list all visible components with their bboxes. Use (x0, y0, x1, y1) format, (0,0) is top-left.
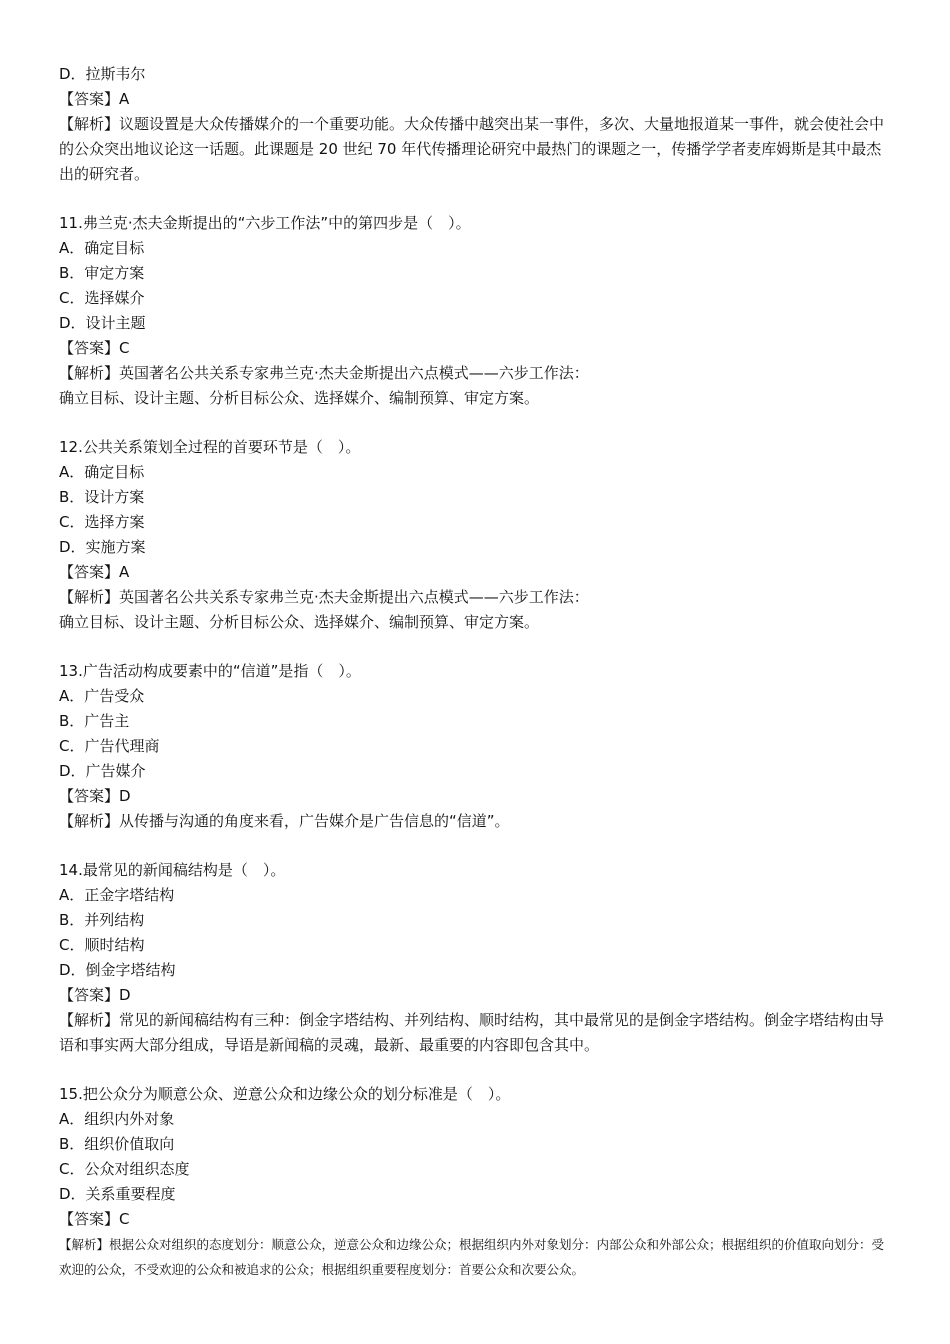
option-a: A．组织内外对象 (59, 1110, 175, 1128)
option-d: D．关系重要程度 (59, 1185, 176, 1203)
question-13 (59, 659, 894, 834)
option-d: D．实施方案 (59, 538, 146, 556)
option-c: C．选择方案 (59, 513, 145, 531)
analysis-line-1: 【解析】从传播与沟通的角度来看，广告媒介是广告信息的“信道”。 (59, 812, 510, 830)
question-stem: 15.把公众分为顺意公众、逆意公众和边缘公众的划分标准是（ ）。 (59, 1085, 511, 1103)
document-page (59, 62, 894, 1282)
answer: 【答案】A (59, 563, 130, 581)
question-14 (59, 858, 894, 1058)
question-stem: 13.广告活动构成要素中的“信道”是指（ ）。 (59, 662, 361, 680)
option-a: A．确定目标 (59, 463, 145, 481)
question-11 (59, 211, 894, 411)
answer: 【答案】A (59, 90, 130, 108)
analysis-line-1: 【解析】英国著名公共关系专家弗兰克·杰夫金斯提出六点模式——六步工作法： (59, 364, 589, 382)
option-c: C．公众对组织态度 (59, 1160, 190, 1178)
question-15 (59, 1082, 894, 1282)
analysis: 【解析】常见的新闻稿结构有三种：倒金字塔结构、并列结构、顺时结构，其中最常见的是倒金字塔结构。倒金字塔结构由导语和事实两大部分组成，导语是新闻稿的灵魂，最新、最重要的内容即包含其中。 (59, 1011, 885, 1054)
option-b: B．并列结构 (59, 911, 145, 929)
answer: 【答案】C (59, 339, 130, 357)
question-stem: 12.公共关系策划全过程的首要环节是（ ）。 (59, 438, 361, 456)
answer: 【答案】D (59, 787, 131, 805)
option-c: C．选择媒介 (59, 289, 145, 307)
option-d: D．倒金字塔结构 (59, 961, 176, 979)
question-12 (59, 435, 894, 635)
answer: 【答案】D (59, 986, 131, 1004)
option-a: A．广告受众 (59, 687, 145, 705)
option-d: D．设计主题 (59, 314, 146, 332)
analysis-line-2: 确立目标、设计主题、分析目标公众、选择媒介、编制预算、审定方案。 (59, 389, 540, 407)
analysis: 【解析】议题设置是大众传播媒介的一个重要功能。大众传播中越突出某一事件，多次、大量地报道某一事件，就会使社会中的公众突出地议论这一话题。此课题是 20 世纪 70 年代传播理论研究中最热门的课题之一，传播学学者麦库姆斯是其中最杰出的研究者。 (59, 115, 885, 183)
analysis-line-2: 确立目标、设计主题、分析目标公众、选择媒介、编制预算、审定方案。 (59, 613, 540, 631)
option-b: B．广告主 (59, 712, 130, 730)
answer: 【答案】C (59, 1210, 130, 1228)
option-d: D．拉斯韦尔 (59, 65, 146, 83)
option-a: A．正金字塔结构 (59, 886, 175, 904)
option-b: B．设计方案 (59, 488, 145, 506)
question-stem: 14.最常见的新闻稿结构是（ ）。 (59, 861, 286, 879)
option-c: C．顺时结构 (59, 936, 145, 954)
analysis: 【解析】根据公众对组织的态度划分：顺意公众，逆意公众和边缘公众；根据组织内外对象划分：内部公众和外部公众；根据组织的价值取向划分：受欢迎的公众，不受欢迎的公众和被追求的公众；根据组织重要程度划分：首要公众和次要公众。 (59, 1237, 885, 1277)
question-stem: 11.弗兰克·杰夫金斯提出的“六步工作法”中的第四步是（ ）。 (59, 214, 471, 232)
option-d: D．广告媒介 (59, 762, 146, 780)
option-c: C．广告代理商 (59, 737, 160, 755)
option-a: A．确定目标 (59, 239, 145, 257)
option-b: B．审定方案 (59, 264, 145, 282)
option-b: B．组织价值取向 (59, 1135, 175, 1153)
analysis-line-1: 【解析】英国著名公共关系专家弗兰克·杰夫金斯提出六点模式——六步工作法： (59, 588, 589, 606)
